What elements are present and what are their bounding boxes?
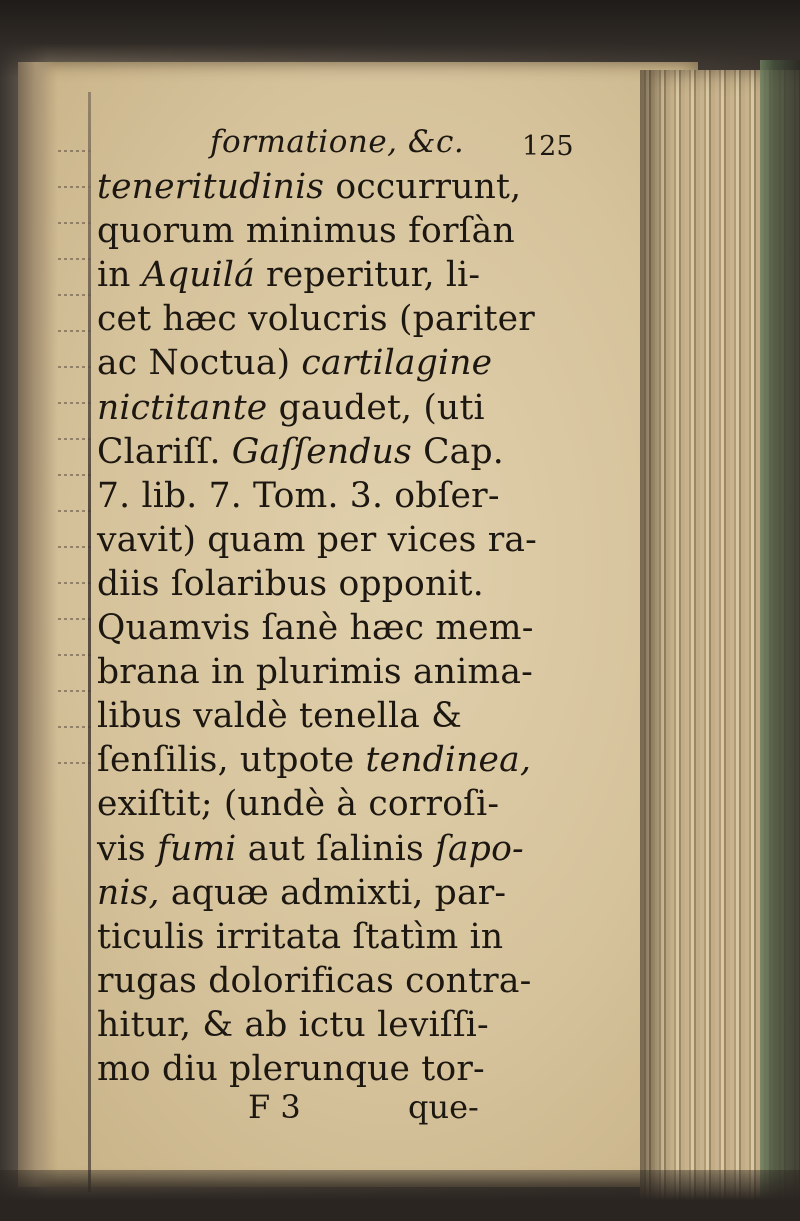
text-line — [97, 475, 500, 516]
text-italic: Gaſſendus — [231, 431, 412, 472]
text-italic: cartilagine — [301, 343, 493, 384]
previous-leaf-edge — [88, 92, 91, 1192]
book-cover-edge — [760, 60, 800, 1221]
text-roman: gaudet, (uti — [267, 387, 485, 428]
running-head: formatione, &c. — [210, 124, 465, 160]
text-italic: tendinea, — [365, 740, 532, 781]
text-italic: teneritudinis — [97, 167, 325, 207]
text-line — [97, 696, 463, 737]
text-italic: nictitante — [97, 387, 268, 428]
text-roman: cet hæc volucris (pariter — [97, 299, 535, 340]
text-line — [97, 740, 532, 781]
text-italic: nis, — [97, 872, 160, 913]
text-roman: occurrunt, — [324, 167, 522, 207]
text-roman: rugas dolorificas contra- — [97, 960, 532, 1001]
text-line — [97, 784, 500, 825]
text-line — [97, 608, 534, 648]
text-roman: 7. lib. 7. Tom. 3. obſer- — [97, 475, 500, 516]
text-italic: fumi — [157, 828, 237, 869]
text-roman: diis ſolaribus opponit. — [97, 563, 484, 604]
text-roman: hitur, & ab ictu leviſſi- — [97, 1004, 489, 1045]
text-line — [97, 916, 504, 957]
text-roman: ac Noctua) — [97, 343, 302, 384]
text-line — [97, 652, 533, 693]
text-line — [97, 299, 535, 340]
text-roman: vis — [97, 828, 157, 869]
text-roman: libus valdè tenella & — [97, 696, 463, 737]
text-roman: aquæ admixti, par- — [159, 872, 507, 913]
page-gutter — [18, 62, 58, 1187]
signature-mark: F 3 — [248, 1088, 301, 1126]
text-line — [97, 211, 515, 252]
text-line — [97, 431, 504, 472]
text-line — [97, 1004, 489, 1045]
text-roman: Cap. — [411, 431, 504, 472]
text-line — [97, 167, 522, 207]
text-roman: ticulis irritata ſtatìm in — [97, 916, 504, 957]
text-roman: mo diu plerunque tor- — [97, 1049, 485, 1089]
text-line — [97, 343, 493, 384]
text-roman: brana in plurimis anima- — [97, 652, 533, 693]
previous-leaf-marks — [58, 150, 92, 770]
text-roman: aut ſalinis — [236, 828, 436, 869]
text-line — [97, 519, 538, 560]
text-line — [97, 1049, 485, 1089]
text-line — [97, 387, 485, 428]
text-roman: quorum minimus forſàn — [97, 211, 515, 252]
text-roman: in — [97, 255, 142, 296]
text-line — [97, 828, 524, 869]
text-line — [97, 872, 507, 913]
text-roman: exiſtit; (undè à corroſi- — [97, 784, 500, 825]
text-line — [97, 255, 481, 296]
text-italic: Aquilá — [141, 255, 255, 296]
text-line — [97, 563, 484, 604]
text-roman: reperitur, li- — [254, 255, 481, 296]
bottom-shadow — [0, 1170, 800, 1221]
catchword: que- — [408, 1088, 479, 1126]
text-roman: ſenſilis, utpote — [97, 740, 366, 781]
text-line — [97, 960, 532, 1001]
text-roman: vavit) quam per vices ra- — [97, 519, 538, 560]
page-number: 125 — [522, 131, 574, 162]
text-italic: ſapo- — [435, 828, 524, 869]
text-roman: Quamvis ſanè hæc mem- — [97, 608, 534, 648]
text-roman: Clariſſ. — [97, 431, 232, 472]
